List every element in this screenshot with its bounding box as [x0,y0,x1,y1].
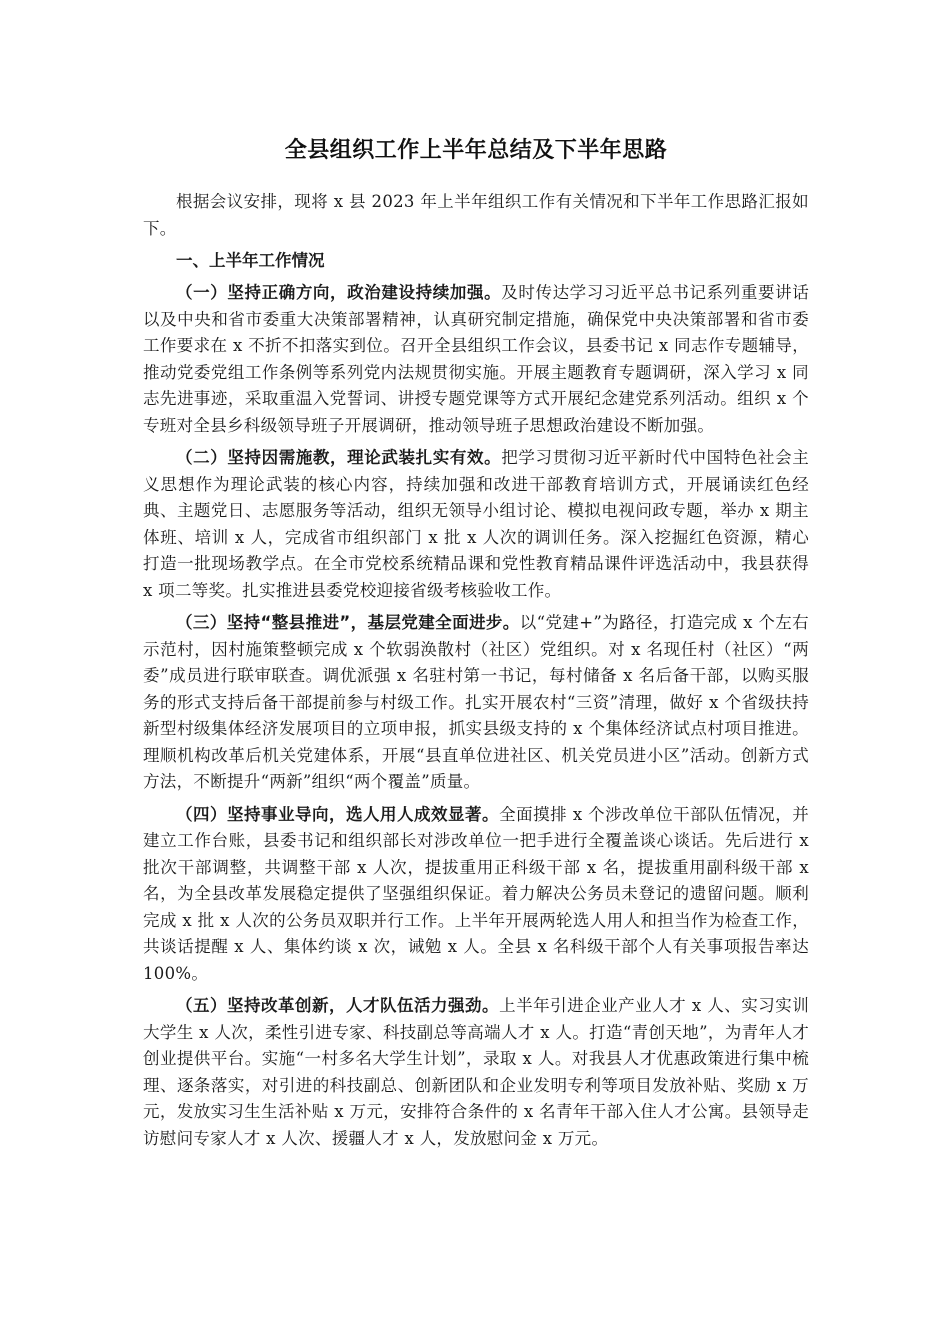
paragraph-2 [143,445,809,604]
paragraph-3 [143,610,809,796]
paragraph-5 [143,993,809,1152]
paragraph-4 [143,802,809,988]
intro-paragraph: 根据会议安排，现将 x 县 2023 年上半年组织工作有关情况和下半年工作思路汇报如下。 [143,192,809,238]
paragraph-3-body: 以“党建+”为路径，打造完成 x 个左右示范村，因村施策整顿完成 x 个软弱涣散村（社区）党组织。对 x 名现任村（社区）“两委”成员进行联审联查。调优派强 x 名驻村第一书记，每村储备 x 名后备干部，以购买服务的形式支持后备干部提前参与村级工作。扎实开展农村“三资”清理，做好 x 个省级扶持新型村级集体经济发展项目的立项申报，抓实县级支持的 x 个集体经济试点村项目推进。理顺机构改革后机关党建体系，开展“县直单位进社区、机关党员进小区”活动。创新方式方法，不断提升“两新”组织“两个覆盖”质量。 [143,613,809,791]
paragraph-5-body: 上半年引进企业产业人才 x 人、实习实训大学生 x 人次，柔性引进专家、科技副总等高端人才 x 人。打造“青创天地”，为青年人才创业提供平台。实施“一村多名大学生计划”，录取 x 人。对我县人才优惠政策进行集中梳理、逐条落实，对引进的科技副总、创新团队和企业发明专利等项目发放补贴、奖励 x 万元，发放实习生生活补贴 x 万元，安排符合条件的 x 名青年干部入住人才公寓。县领导走访慰问专家人才 x 人次、援疆人才 x 人，发放慰问金 x 万元。 [143,996,810,1148]
paragraph-1-lead: （一）坚持正确方向，政治建设持续加强。 [176,283,502,302]
paragraph-5-lead: （五）坚持改革创新，人才队伍活力强劲。 [176,996,500,1015]
paragraph-4-body: 全面摸排 x 个涉改单位干部队伍情况，并建立工作台账，县委书记和组织部长对涉改单位一把手进行全覆盖谈心谈话。先后进行 x 批次干部调整，共调整干部 x 人次，提拔重用正科级干部 x 名，提拔重用副科级干部 x 名，为全县改革发展稳定提供了坚强组织保证。着力解决公务员未登记的遗留问题。顺利完成 x 批 x 人次的公务员双职并行工作。上半年开展两轮选人用人和担当作为检查工作，共谈话提醒 x 人、集体约谈 x 次，诫勉 x 人。全县 x 名科级干部个人有关事项报告率达 100%。 [143,804,810,983]
paragraph-2-body: 把学习贯彻习近平新时代中国特色社会主义思想作为理论武装的核心内容，持续加强和改进干部教育培训方式，开展诵读红色经典、主题党日、志愿服务等活动，组织无领导小组讨论、模拟电视问政专题，举办 x 期主体班、培训 x 人，完成省市组织部门 x 批 x 人次的调训任务。深入挖掘红色资源，精心打造一批现场教学点。在全市党校系统精品课和党性教育精品课件评选活动中，我县获得 x 项二等奖。扎实推进县委党校迎接省级考核验收工作。 [143,448,809,600]
document-page [143,133,809,1158]
paragraph-1 [143,280,809,439]
paragraph-2-lead: （二）坚持因需施教，理论武装扎实有效。 [176,448,502,467]
section-heading-1: 一、上半年工作情况 [176,251,325,270]
document-title: 全县组织工作上半年总结及下半年思路 [284,138,668,163]
paragraph-3-lead: （三）坚持“整县推进”，基层党建全面进步。 [176,613,520,632]
paragraph-1-body: 及时传达学习习近平总书记系列重要讲话以及中央和省市委重大决策部署精神，认真研究制定措施，确保党中央决策部署和省市委工作要求在 x 不折不扣落实到位。召开全县组织工作会议，县委书记 x 同志作专题辅导，推动党委党组工作条例等系列党内法规贯彻实施。开展主题教育专题调研，深入学习 x 同志先进事迹，采取重温入党誓词、讲授专题党课等方式开展纪念建党系列活动。组织 x 个专班对全县乡科级领导班子开展调研，推动领导班子思想政治建设不断加强。 [143,283,809,435]
paragraph-4-lead: （四）坚持事业导向，选人用人成效显著。 [176,804,500,824]
